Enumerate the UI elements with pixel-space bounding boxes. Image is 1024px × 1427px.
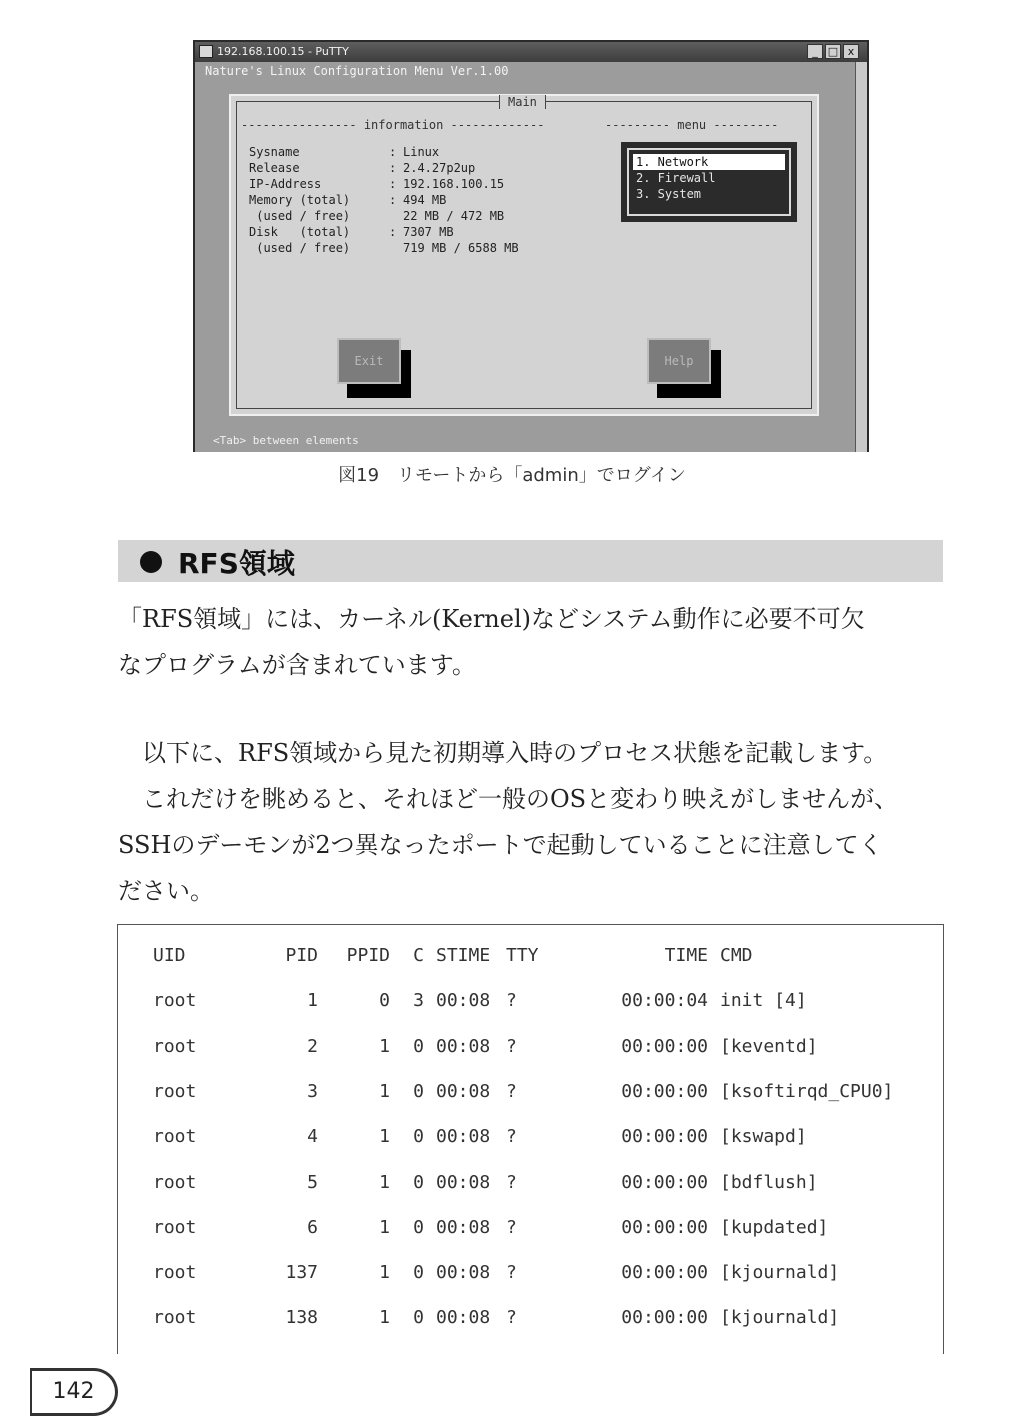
table-row bbox=[118, 1081, 943, 1105]
header-cmd: CMD bbox=[720, 945, 753, 966]
cell-tty: ? bbox=[506, 1035, 517, 1057]
terminal-area bbox=[195, 62, 855, 452]
cell-ppid: 1 bbox=[379, 1126, 390, 1148]
cell-uid: root bbox=[153, 1216, 197, 1238]
header-stime: STIME bbox=[436, 945, 491, 966]
info-row: Memory (total) : 494 MB bbox=[249, 193, 447, 207]
window-titlebar bbox=[195, 42, 867, 62]
tab-hint: <Tab> between elements bbox=[213, 434, 359, 447]
cell-pid: 138 bbox=[285, 1307, 318, 1329]
cell-c: 0 bbox=[413, 1262, 424, 1284]
cell-time: 00:00:00 bbox=[621, 1080, 708, 1102]
cell-uid: root bbox=[153, 1307, 197, 1329]
table-row bbox=[118, 990, 943, 1014]
cell-cmd: [ksoftirqd_CPU0] bbox=[720, 1080, 894, 1102]
paragraph-process-state bbox=[118, 730, 948, 914]
text-line: なプログラムが含まれています。 bbox=[118, 651, 476, 679]
bullet-icon bbox=[140, 551, 162, 573]
menu-box bbox=[621, 142, 797, 222]
cell-time: 00:00:00 bbox=[621, 1307, 708, 1329]
cell-c: 0 bbox=[413, 1126, 424, 1148]
cell-tty: ? bbox=[506, 1080, 517, 1102]
table-row bbox=[118, 1262, 943, 1286]
cell-time: 00:00:00 bbox=[621, 1262, 708, 1284]
section-title: RFS領域 bbox=[178, 547, 295, 580]
cell-uid: root bbox=[153, 990, 197, 1012]
cell-cmd: [kswapd] bbox=[720, 1126, 807, 1148]
maximize-icon[interactable]: □ bbox=[825, 44, 841, 59]
minimize-icon[interactable]: _ bbox=[807, 44, 823, 59]
menu-heading: Nature's Linux Configuration Menu Ver.1.00 bbox=[205, 64, 509, 78]
table-row bbox=[118, 1217, 943, 1241]
menu-item-firewall[interactable]: 2. Firewall bbox=[636, 171, 716, 185]
cell-uid: root bbox=[153, 1080, 197, 1102]
cell-ppid: 0 bbox=[379, 990, 390, 1012]
menu-item-system[interactable]: 3. System bbox=[636, 187, 702, 201]
cell-uid: root bbox=[153, 1126, 197, 1148]
cell-pid: 5 bbox=[307, 1171, 318, 1193]
cell-pid: 3 bbox=[307, 1080, 318, 1102]
text-line: 「RFS領域」には、カーネル(Kernel)などシステム動作に必要不可欠 bbox=[118, 605, 865, 633]
cell-pid: 137 bbox=[285, 1262, 318, 1284]
window-controls bbox=[807, 44, 859, 59]
text-line: SSHのデーモンが2つ異なったポートで起動していることに注意してく bbox=[118, 831, 883, 859]
header-ppid: PPID bbox=[346, 945, 390, 966]
cell-time: 00:00:00 bbox=[621, 1216, 708, 1238]
cell-time: 00:00:00 bbox=[621, 1126, 708, 1148]
menu-rule: --------- menu --------- bbox=[605, 118, 779, 132]
cell-pid: 1 bbox=[307, 990, 318, 1012]
terminal-scrollbar[interactable] bbox=[855, 62, 867, 452]
cell-pid: 4 bbox=[307, 1126, 318, 1148]
main-dialog bbox=[229, 94, 819, 416]
cell-uid: root bbox=[153, 1171, 197, 1193]
cell-c: 0 bbox=[413, 1307, 424, 1329]
putty-icon bbox=[199, 45, 213, 58]
table-header-row bbox=[118, 945, 943, 969]
process-listing bbox=[117, 924, 944, 1354]
cell-stime: 00:08 bbox=[436, 1262, 491, 1284]
cell-tty: ? bbox=[506, 1216, 517, 1238]
cell-ppid: 1 bbox=[379, 1171, 390, 1193]
cell-tty: ? bbox=[506, 1307, 517, 1329]
cell-time: 00:00:00 bbox=[621, 1171, 708, 1193]
cell-cmd: init [4] bbox=[720, 990, 807, 1012]
cell-pid: 6 bbox=[307, 1216, 318, 1238]
cell-stime: 00:08 bbox=[436, 1307, 491, 1329]
header-c: C bbox=[413, 945, 424, 966]
cell-ppid: 1 bbox=[379, 1262, 390, 1284]
cell-stime: 00:08 bbox=[436, 1216, 491, 1238]
exit-button[interactable]: Exit bbox=[337, 338, 401, 384]
cell-cmd: [kupdated] bbox=[720, 1216, 829, 1238]
cell-pid: 2 bbox=[307, 1035, 318, 1057]
help-button[interactable]: Help bbox=[647, 338, 711, 384]
cell-stime: 00:08 bbox=[436, 1080, 491, 1102]
cell-tty: ? bbox=[506, 1171, 517, 1193]
cell-c: 0 bbox=[413, 1171, 424, 1193]
cell-c: 0 bbox=[413, 1035, 424, 1057]
cell-stime: 00:08 bbox=[436, 990, 491, 1012]
cell-ppid: 1 bbox=[379, 1307, 390, 1329]
table-row bbox=[118, 1126, 943, 1150]
cell-ppid: 1 bbox=[379, 1216, 390, 1238]
cell-ppid: 1 bbox=[379, 1035, 390, 1057]
paragraph-rfs-intro bbox=[118, 596, 948, 688]
header-uid: UID bbox=[153, 945, 186, 966]
cell-cmd: [kjournald] bbox=[720, 1307, 840, 1329]
cell-stime: 00:08 bbox=[436, 1171, 491, 1193]
page-number: 142 bbox=[30, 1368, 118, 1416]
header-tty: TTY bbox=[506, 945, 539, 966]
cell-tty: ? bbox=[506, 1126, 517, 1148]
text-line: これだけを眺めると、それほど一般のOSと変わり映えがしませんが、 bbox=[118, 785, 899, 813]
information-rule: ---------------- information ------------- bbox=[241, 118, 545, 132]
info-row: IP-Address : 192.168.100.15 bbox=[249, 177, 505, 191]
header-pid: PID bbox=[285, 945, 318, 966]
cell-time: 00:00:00 bbox=[621, 1035, 708, 1057]
cell-stime: 00:08 bbox=[436, 1126, 491, 1148]
cell-tty: ? bbox=[506, 990, 517, 1012]
text-line: ださい。 bbox=[118, 877, 214, 905]
info-row: Release : 2.4.27p2up bbox=[249, 161, 476, 175]
info-row: Sysname : Linux bbox=[249, 145, 440, 159]
cell-tty: ? bbox=[506, 1262, 517, 1284]
table-row bbox=[118, 1036, 943, 1060]
table-row bbox=[118, 1172, 943, 1196]
cell-cmd: [kjournald] bbox=[720, 1262, 840, 1284]
header-time: TIME bbox=[664, 945, 708, 966]
menu-item-network[interactable]: 1. Network bbox=[633, 154, 785, 170]
info-row: (used / free) 719 MB / 6588 MB bbox=[249, 241, 519, 255]
cell-time: 00:00:04 bbox=[621, 990, 708, 1012]
table-row bbox=[118, 1307, 943, 1331]
info-row: (used / free) 22 MB / 472 MB bbox=[249, 209, 505, 223]
close-icon[interactable]: x bbox=[843, 44, 859, 59]
window-title: 192.168.100.15 - PuTTY bbox=[217, 45, 349, 58]
cell-ppid: 1 bbox=[379, 1080, 390, 1102]
dialog-title: Main bbox=[499, 95, 546, 109]
cell-c: 0 bbox=[413, 1216, 424, 1238]
cell-c: 0 bbox=[413, 1080, 424, 1102]
cell-uid: root bbox=[153, 1262, 197, 1284]
cell-cmd: [bdflush] bbox=[720, 1171, 818, 1193]
cell-uid: root bbox=[153, 1035, 197, 1057]
system-info-list bbox=[249, 144, 519, 256]
cell-c: 3 bbox=[413, 990, 424, 1012]
cell-stime: 00:08 bbox=[436, 1035, 491, 1057]
putty-screenshot bbox=[193, 40, 869, 452]
info-row: Disk (total) : 7307 MB bbox=[249, 225, 454, 239]
figure-caption: 図19 リモートから「admin」でログイン bbox=[338, 465, 686, 486]
cell-cmd: [keventd] bbox=[720, 1035, 818, 1057]
text-line: 以下に、RFS領域から見た初期導入時のプロセス状態を記載します。 bbox=[118, 739, 888, 767]
